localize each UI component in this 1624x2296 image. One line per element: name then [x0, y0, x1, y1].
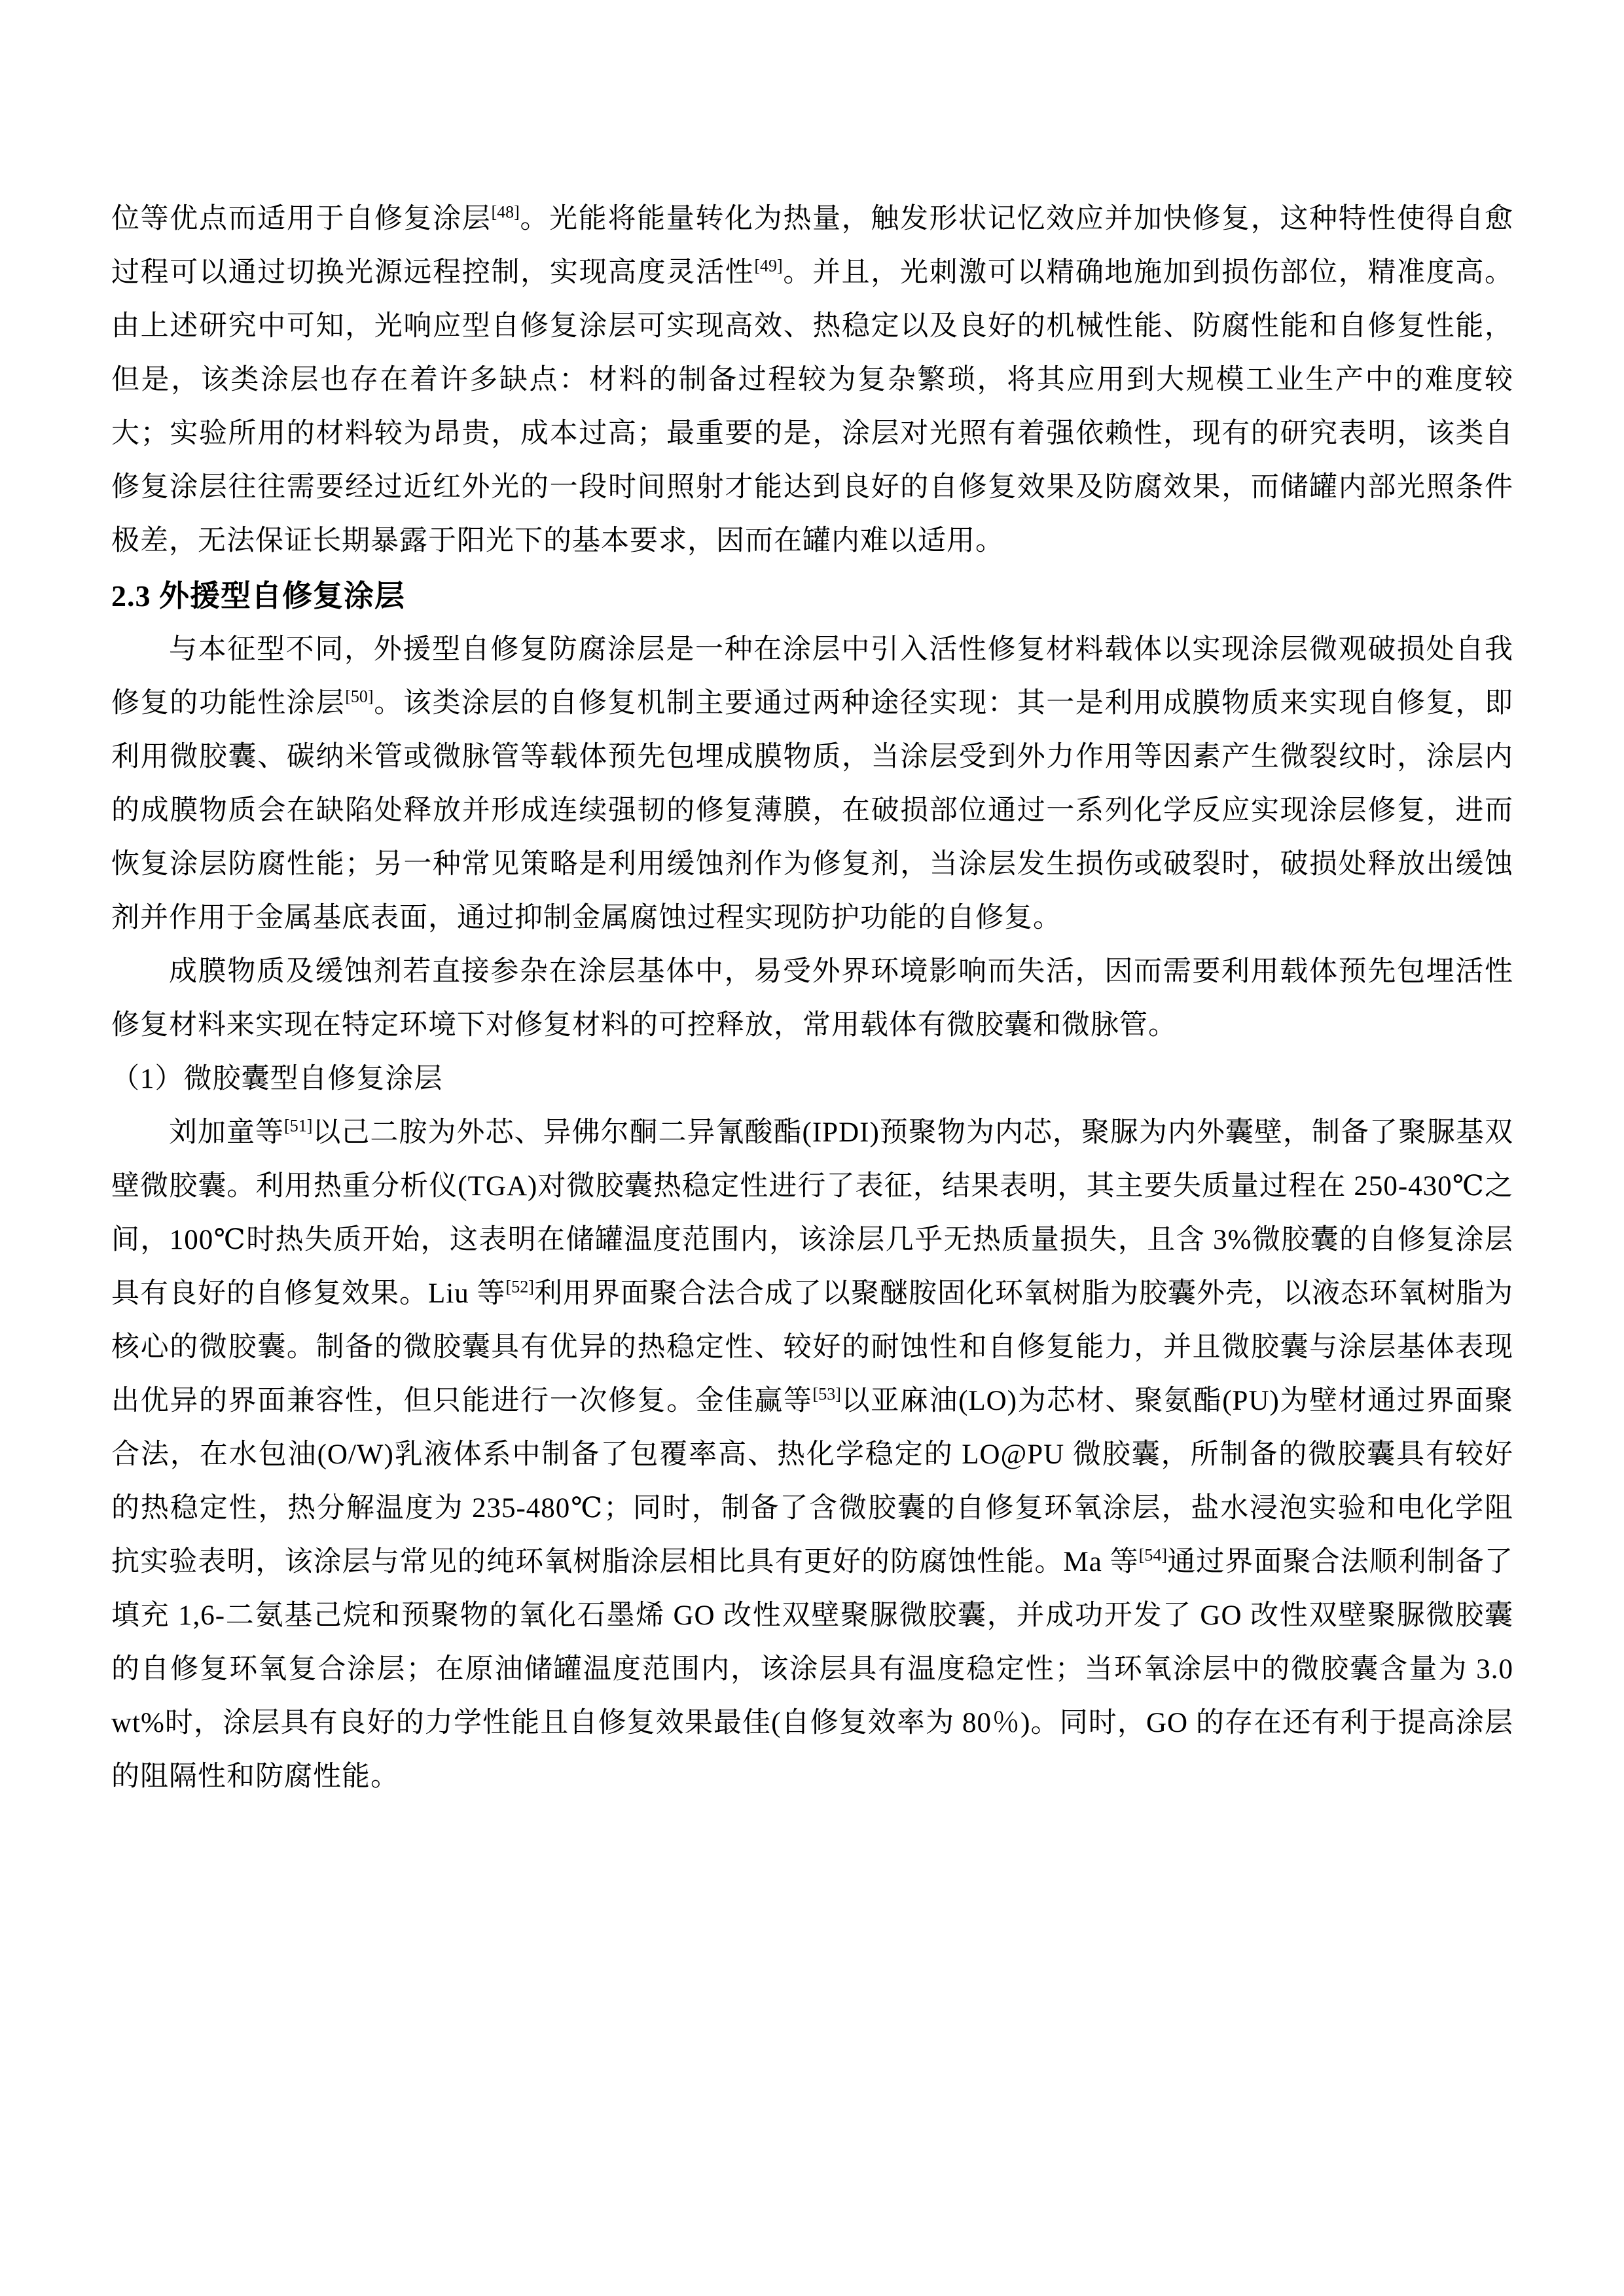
citation-ref: [52]	[505, 1277, 534, 1297]
document-body	[111, 192, 1513, 1804]
paragraph: 成膜物质及缓蚀剂若直接参杂在涂层基体中，易受外界环境影响而失活，因而需要利用载体预先包埋活性修复材料来实现在特定环境下对修复材料的可控释放，常用载体有微胶囊和微脉管。	[111, 956, 1513, 1041]
citation-ref: [53]	[812, 1384, 841, 1404]
citation-ref: [50]	[345, 687, 374, 706]
citation-ref: [51]	[284, 1116, 313, 1136]
subitem-heading: （1）微胶囊型自修复涂层	[111, 1064, 443, 1094]
citation-ref: [54]	[1138, 1545, 1168, 1565]
paragraph: 位等优点而适用于自修复涂层[48]。光能将能量转化为热量，触发形状记忆效应并加快修复，这种特性使得自愈过程可以通过切换光源远程控制，实现高度灵活性[49]。并且，光刺激可以精确地施加到损伤部位，精准度高。由上述研究中可知，光响应型自修复涂层可实现高效、热稳定以及良好的机械性能、防腐性能和自修复性能，但是，该类涂层也存在着许多缺点：材料的制备过程较为复杂繁琐，将其应用到大规模工业生产中的难度较大；实验所用的材料较为昂贵，成本过高；最重要的是，涂层对光照有着强依赖性，现有的研究表明，该类自修复涂层往往需要经过近红外光的一段时间照射才能达到良好的自修复效果及防腐效果，而储罐内部光照条件极差，无法保证长期暴露于阳光下的基本要求，因而在罐内难以适用。	[111, 202, 1514, 556]
citation-ref: [48]	[491, 202, 520, 222]
citation-ref: [49]	[754, 256, 783, 276]
paragraph: 与本征型不同，外援型自修复防腐涂层是一种在涂层中引入活性修复材料载体以实现涂层微观破损处自我修复的功能性涂层[50]。该类涂层的自修复机制主要通过两种途径实现：其一是利用成膜物质来实现自修复，即利用微胶囊、碳纳米管或微脉管等载体预先包埋成膜物质，当涂层受到外力作用等因素产生微裂纹时，涂层内的成膜物质会在缺陷处释放并形成连续强韧的修复薄膜，在破损部位通过一系列化学反应实现涂层修复，进而恢复涂层防腐性能；另一种常见策略是利用缓蚀剂作为修复剂，当涂层发生损伤或破裂时，破损处释放出缓蚀剂并作用于金属基底表面，通过抑制金属腐蚀过程实现防护功能的自修复。	[111, 634, 1514, 933]
section-heading: 2.3 外援型自修复涂层	[111, 579, 405, 613]
paragraph: 刘加童等[51]以己二胺为外芯、异佛尔酮二异氰酸酯(IPDI)预聚物为内芯，聚脲为内外囊壁，制备了聚脲基双壁微胶囊。利用热重分析仪(TGA)对微胶囊热稳定性进行了表征，结果表明，其主要失质量过程在 250-430℃之间，100℃时热失质开始，这表明在储罐温度范围内，该涂层几乎无热质量损失，且含 3%微胶囊的自修复涂层具有良好的自修复效果。Liu 等[52]利用界面聚合法合成了以聚醚胺固化环氧树脂为胶囊外壳，以液态环氧树脂为核心的微胶囊。制备的微胶囊具有优异的热稳定性、较好的耐蚀性和自修复能力，并且微胶囊与涂层基体表现出优异的界面兼容性，但只能进行一次修复。金佳赢等[53]以亚麻油(LO)为芯材、聚氨酯(PU)为壁材通过界面聚合法，在水包油(O/W)乳液体系中制备了包覆率高、热化学稳定的 LO@PU 微胶囊，所制备的微胶囊具有较好的热稳定性，热分解温度为 235-480℃；同时，制备了含微胶囊的自修复环氧涂层，盐水浸泡实验和电化学阻抗实验表明，该涂层与常见的纯环氧树脂涂层相比具有更好的防腐蚀性能。Ma 等[54]通过界面聚合法顺利制备了填充 1,6-二氨基己烷和预聚物的氧化石墨烯 GO 改性双壁聚脲微胶囊，并成功开发了 GO 改性双壁聚脲微胶囊的自修复环氧复合涂层；在原油储罐温度范围内，该涂层具有温度稳定性；当环氧涂层中的微胶囊含量为 3.0 wt%时，涂层具有良好的力学性能且自修复效果最佳(自修复效率为 80％)。同时，GO 的存在还有利于提高涂层的阻隔性和防腐性能。	[111, 1116, 1514, 1792]
